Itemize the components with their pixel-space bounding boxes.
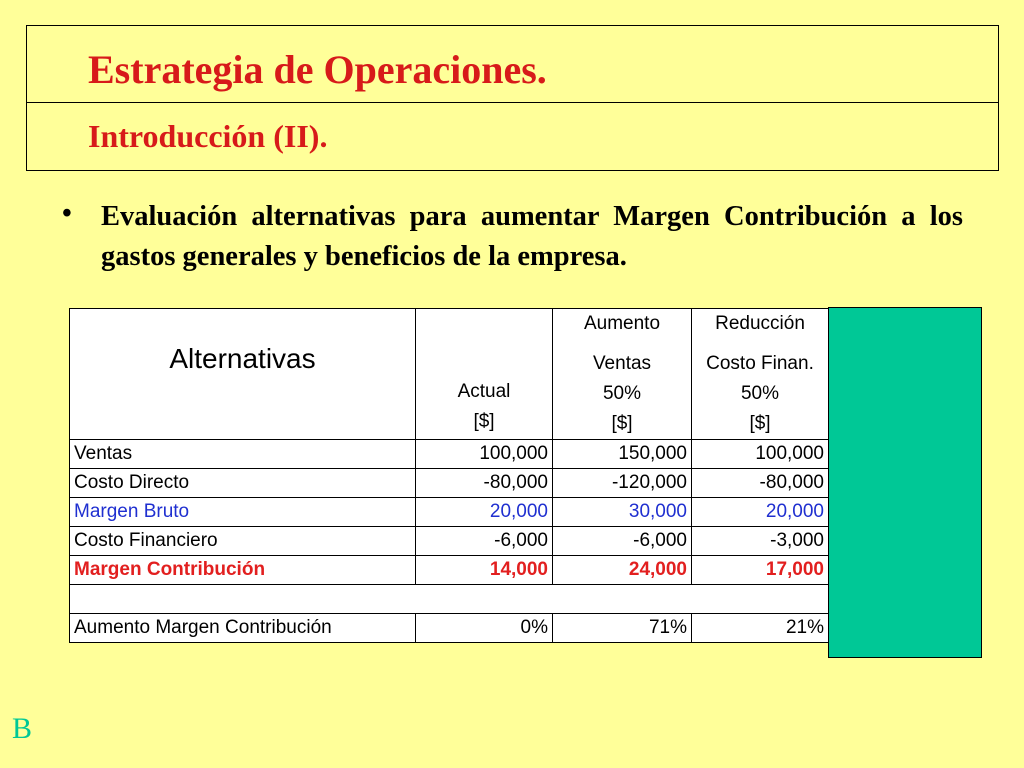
cell-reduccion: 21% (692, 614, 829, 643)
header-reduccion-line4: [$] (749, 413, 771, 434)
cell-reduccion: 17,000 (692, 556, 829, 585)
header-actual-line1: Actual (457, 381, 511, 402)
header-reduccion-line2: Costo Finan. (706, 353, 814, 374)
table-header-row (70, 309, 829, 440)
slide-subtitle: Introducción (II). (88, 118, 328, 154)
table-row-aumento-margen (70, 614, 829, 643)
bullet-icon: • (62, 198, 72, 229)
row-label: Costo Directo (70, 469, 416, 498)
cell-aumento: -6,000 (553, 527, 692, 556)
cell-actual: 100,000 (416, 440, 553, 469)
row-label: Costo Financiero (70, 527, 416, 556)
table-row-costo-directo (70, 469, 829, 498)
cell-aumento: 71% (553, 614, 692, 643)
header-aumento-line1: Aumento (583, 313, 661, 334)
header-aumento-line2: Ventas (592, 353, 652, 374)
header-alternativas: Alternativas (70, 309, 416, 440)
header-actual-line2: [$] (473, 411, 495, 432)
cell-reduccion: -80,000 (692, 469, 829, 498)
row-label: Margen Contribución (70, 556, 416, 585)
table-spacer-row (70, 585, 829, 614)
header-actual (416, 309, 553, 440)
table-row-margen-contribucion (70, 556, 829, 585)
row-label: Margen Bruto (70, 498, 416, 527)
header-reduccion-line1: Reducción (715, 313, 805, 334)
header-aumento-line3: 50% (602, 383, 642, 404)
table-row-costo-financiero (70, 527, 829, 556)
cell-actual: 0% (416, 614, 553, 643)
title-divider (27, 102, 998, 103)
cell-actual: -80,000 (416, 469, 553, 498)
header-reduccion-line3: 50% (740, 383, 780, 404)
slide-title: Estrategia de Operaciones. (88, 47, 547, 92)
cell-aumento: -120,000 (553, 469, 692, 498)
header-aumento-line4: [$] (611, 413, 633, 434)
title-box (26, 25, 999, 171)
cell-aumento: 150,000 (553, 440, 692, 469)
table-row-margen-bruto (70, 498, 829, 527)
cell-reduccion: -3,000 (692, 527, 829, 556)
footer-letter: B (12, 712, 33, 745)
cell-reduccion: 20,000 (692, 498, 829, 527)
alternatives-table (69, 308, 829, 643)
row-label: Aumento Margen Contribución (70, 614, 416, 643)
header-reduccion (692, 309, 829, 440)
cell-reduccion: 100,000 (692, 440, 829, 469)
cell-actual: 20,000 (416, 498, 553, 527)
cell-actual: -6,000 (416, 527, 553, 556)
row-label: Ventas (70, 440, 416, 469)
cell-aumento: 24,000 (553, 556, 692, 585)
cell-actual: 14,000 (416, 556, 553, 585)
header-aumento (553, 309, 692, 440)
bullet-text: Evaluación alternativas para aumentar Margen Contribución a los gastos generales y beneficios de la empresa. (101, 201, 963, 272)
green-panel (828, 307, 982, 658)
spacer-cell (70, 585, 829, 614)
cell-aumento: 30,000 (553, 498, 692, 527)
table-row-ventas (70, 440, 829, 469)
